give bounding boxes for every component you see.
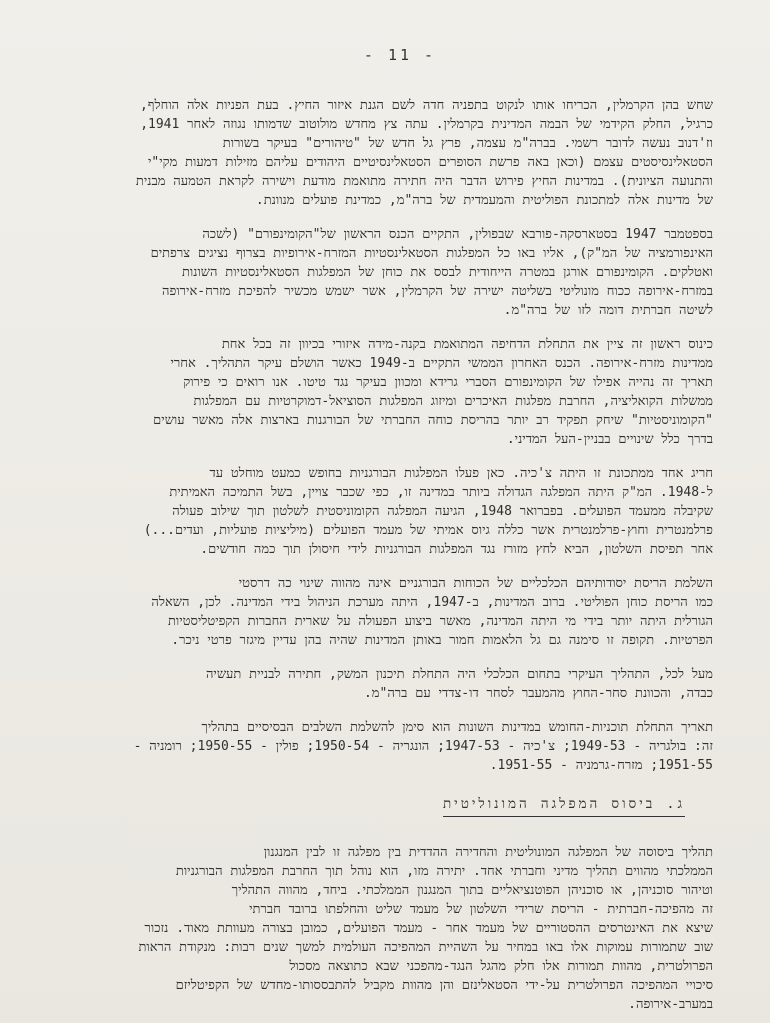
paragraph-economic-foundations: השלמת הריסת יסודותיהם הכלכליים של הכוחות הבורגניים אינה מהווה שינוי כה דרסטי כמו הריסת כוחן הפוליטי. ברוב המדינות, ב-1947, היתה מערכת הניהול בידי המדינה. לכן, השאלה הגורלית היתה יותר בידי מי היתה המדינה, מאשר ביצוע הפעולה על שארית החברות הקפיטליסטיות הפרטיות. תקופה זו סימנה גם גל הלאמות חמור באותן המדינות שהיה בהן עדיין מיגזר פרטי ניכר.	[151, 576, 713, 648]
paragraph-five-year-plans: תאריך התחלת תוכניות-החומש במדינות השונות הוא סימן להשלמת השלבים הבסיסיים בתהליך זה: בולגריה - 1949-53; צ'כיה - 1947-53; הונגריה - 1950-54; פולין - 1950-55; רומניה - 1951-55; מזרח-גרמניה - 1951-55.	[133, 720, 713, 773]
page-number: - 11 -	[363, 46, 437, 64]
paragraph-planning: מעל לכל, התהליך העיקרי בתחום הכלכלי היה התחלת תיכנון המשק, חתירה לבניית תעשיה כבדה, והכוונת סחר-החוץ מהמעבר לסחר דו-צדדי עם ברה"מ.	[205, 667, 713, 701]
paragraph-cominform-1947: בספטמבר 1947 בסטארסקה-פורבא שבפולין, התקיים הכנס הראשון של"הקומינפורם" (לשכה האינפורמציה של המ"ק), אליו באו כל המפלגות הסטאלינסטיות המזרח-אירופיות בצרוף נציגים צרפתים ואטלקים. הקומינפורם אורגן במטרה הייחודית לבסס את כוחן של המפלגות הסטאלינסטיות השונות במזרח-אירופה ככוח מונוליטי בשליטה ישירה של הקרמלין, אשר ישמש מכשיר להפיכת מזרח-אירופה לשיטה חברתית דומה לזו של ברה"מ.	[150, 227, 713, 318]
document-body	[60, 96, 713, 1023]
paragraph-czech-exception: חריג אחד ממתכונת זו היתה צ'כיה. כאן פעלו המפלגות הבורגניות בחופש כמעט מוחלט עד ל-1948. המ"ק היתה המפלגה הגדולה ביותר במדינה זו, כפי שכבר צויין, בשל התמיכה האמיתית שקיבלה ממעמד הפועלים. בפברואר 1948, הגיעה המפלגה הקומוניסטית לשלטון תוך שילוב פעולה פרלמנטרית וחוץ-פרלמנטרית אשר כללה גיוס אמיתי של מעמד הפועלים (מיליציות פועליות, ועדים...) אחר תפיסת השלטון, הביא לחץ מזורז נגד המפלגות הבורגניות לידי חיסולן תוך כמה חודשים.	[143, 466, 713, 557]
paragraph-kremlin-turn: שחש בהן הקרמלין, הכריחו אותו לנקוט בתפניה חדה לשם הגנת איזור החיץ. בעת הפניות אלה הוחלף, כרגיל, החלק הקידמי של הבמה המדינית בקרמלין. עתה צץ מחדש מולוטוב שדמותו נגוזה לאחר 1941, וז'דנוב נעשה לדובר רשמי. בברה"מ עצמה, פרץ גל חדש של "טיהורים" בעיקר בשורות הסטאלינסיסטים עצמם (וכאן באה פרשת הסופרים הסטאלינסיטיים היהודים עליהם מזילות דמעות מקי"י והתנועה הציונית). במדינות החיץ פירוש הדבר היה חתירה מתואמת מודעת וישירה לקראת הטמעה מבנית של מדינות אלה למתכונת הפוליטית והמעמדית של ברה"מ, כמדינת פועלים מנוונת.	[135, 98, 713, 208]
paragraph-regional-push: כינוס ראשון זה ציין את התחלת הדחיפה המתואמת בקנה-מידה איזורי בכיוון זה בכל אחת ממדינות מזרח-אירופה. הכנס האחרון הממשי התקיים ב-1949 כאשר הושלם עיקר התהליך. אחרי תאריך זה נהייה אפילו של הקומינפורם הסברי גרידא ומכוון בעיקר נגד טיטו. אנו רואים כי פירוק ממשלות הקואליציה, החרבת מפלגות האיכרים ומיזוג המפלגות הסוציאל-דמוקרטיות עם המפלגות "הקומוניסטיות" שיחק תפקיד רב יותר בהריסת כוחה החברתי של הבורגנות בארצות אלה מאשר עושים בדרך כלל שינויים בבניין-העל המדיני.	[153, 337, 713, 447]
section-heading-wrap	[60, 795, 685, 817]
paragraph-monolithic-party: תהליך ביסוסה של המפלגה המונוליטית והחדירה ההדדית בין מפלגה זו לבין המנגנון הממלכתי מהווים תהליך מדיני וחברתי אחד. יתירה מזו, הוא נוהל תוך החרבת המפלגות הבורגניות וטיהור סוכניהן, או סוכניהן הפוטנציאליים בתוך המנגנון הממלכתי. ביחד, מהווה התהליך זה מהפיכה-חברתית - הריסת שרידי השלטון של מעמד שליט והחלפתו ברובד חברתי שיצא את האינטרסים ההסטוריים של מעמד אחר - מעמד הפועלים, כמובן בצורה מעוותת מאוד. נזכור שוב שתמורות עמוקות אלו באו במחיר על השהיית המהפיכה העולמית למשך שנים רבות: מנקודת הראות הפרולטרית, מהוות תמורות אלו חלק מהגל הנגד-מהפכני שבא כתוצאה מסכול סיכויי המהפיכה הפרולטרית על-ידי הסטאלינזם והן מהוות מקביל להתבססותו-מחדש של הקפיטליזם במערב-אירופה.	[138, 845, 713, 1012]
section-heading: ג. ביסוס המפלגה המונוליטית	[443, 795, 685, 817]
